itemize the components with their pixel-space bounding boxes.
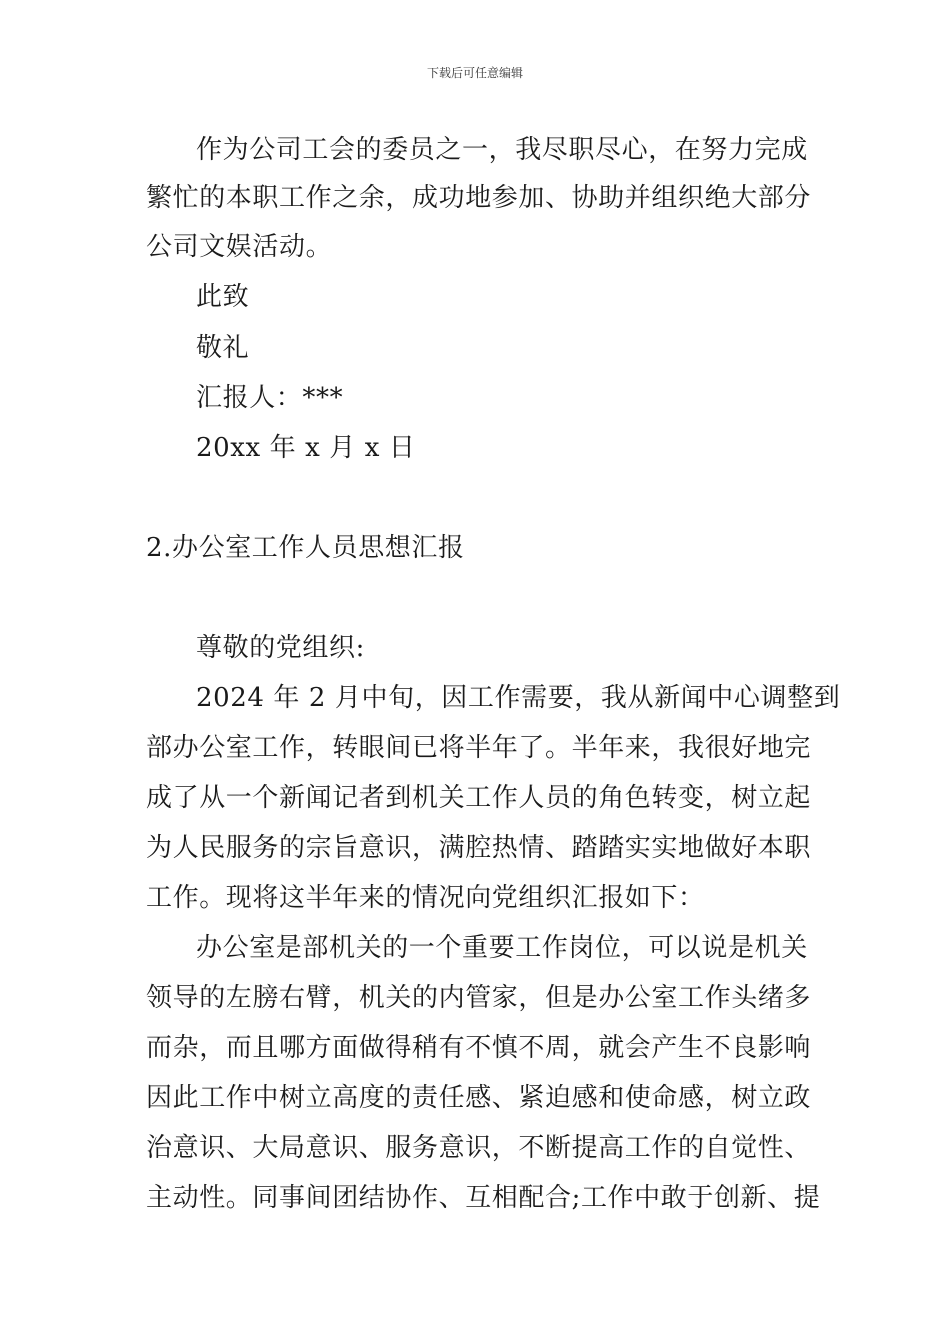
section2-para1-line-2: 部办公室工作，转眼间已将半年了。半年来，我很好地完 [146, 733, 812, 763]
date-line: 20xx 年 x 月 x 日 [196, 433, 416, 463]
section2-para2-line-4: 因此工作中树立高度的责任感、紧迫感和使命感，树立政 [146, 1083, 812, 1113]
section2-para2-line-3: 而杂，而且哪方面做得稍有不慎不周，就会产生不良影响 [146, 1033, 812, 1063]
section1-para1-line-1: 作为公司工会的委员之一，我尽职尽心，在努力完成 [196, 135, 808, 165]
header-note: 下载后可任意编辑 [426, 66, 523, 80]
section2-title: 2.办公室工作人员思想汇报 [146, 533, 465, 563]
section2-para1-line-4: 为人民服务的宗旨意识，满腔热情、踏踏实实地做好本职 [146, 833, 812, 863]
section2-para2-line-5: 治意识、大局意识、服务意识，不断提高工作的自觉性、 [146, 1133, 812, 1163]
closing-jing-li: 敬礼 [196, 333, 250, 363]
closing-ci-zhi: 此致 [196, 282, 250, 312]
section2-para2-line-2: 领导的左膀右臂，机关的内管家，但是办公室工作头绪多 [146, 983, 812, 1013]
section2-para1-line-3: 成了从一个新闻记者到机关工作人员的角色转变，树立起 [146, 783, 812, 813]
section2-para1-line-5: 工作。现将这半年来的情况向党组织汇报如下： [146, 883, 705, 913]
section2-para2-line-1: 办公室是部机关的一个重要工作岗位，可以说是机关 [196, 933, 808, 963]
salutation: 尊敬的党组织: [196, 633, 365, 663]
section2-para1-line-1: 2024 年 2 月中旬，因工作需要，我从新闻中心调整到 [196, 683, 841, 713]
reporter-line: 汇报人：*** [196, 383, 344, 413]
section1-para1-line-2: 繁忙的本职工作之余，成功地参加、协助并组织绝大部分 [146, 183, 812, 213]
section2-para2-line-6: 主动性。同事间团结协作、互相配合;工作中敢于创新、提 [146, 1183, 821, 1213]
section1-para1-line-3: 公司文娱活动。 [146, 232, 333, 262]
